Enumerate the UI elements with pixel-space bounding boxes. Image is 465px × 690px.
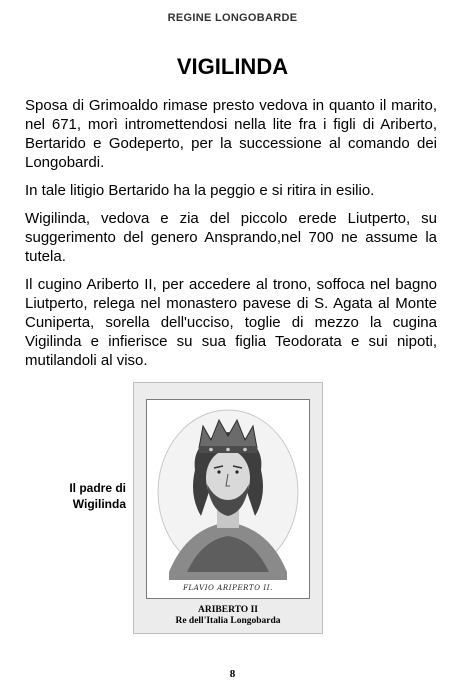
figure-side-caption: [30, 480, 126, 512]
portrait-figure: [133, 382, 323, 634]
running-header: REGINE LONGOBARDE: [167, 12, 298, 24]
page-title: VIGILINDA: [176, 54, 289, 79]
side-caption-line-1: Il padre di: [69, 481, 126, 495]
paragraph-1: Sposa di Grimoaldo rimase presto vedova in quanto il marito, nel 671, morì intromettendosi nella lite fra i figli di Ariberto, Bertarido e Godeperto, per la successione al comando dei Longobardi.: [25, 97, 437, 171]
plate-caption: [134, 605, 322, 627]
side-caption-line-2: Wigilinda: [72, 497, 126, 511]
engraved-inscription: FLAVIO ARIPERTO II.: [183, 584, 273, 592]
plate-caption-line-1: ARIBERTO II: [198, 605, 258, 615]
page-number: 8: [229, 668, 236, 680]
paragraph-4: Il cugino Ariberto II, per accedere al trono, soffoca nel bagno Liutperto, relega nel monastero pavese di S. Agata al Monte Cuniperta, sorella dell'ucciso, toglie di mezzo la cugina Vigilinda e infierisce su sua figlia Teodorata e sui nipoti, mutilandoli al viso.: [25, 276, 437, 369]
paragraph-3: Wigilinda, vedova e zia del piccolo erede Liutperto, su suggerimento del genero Ansprando,nel 700 ne assume la tutela.: [25, 210, 437, 265]
portrait-illustration: [147, 400, 309, 598]
portrait-engraving: [146, 399, 310, 599]
paragraph-2: In tale litigio Bertarido ha la peggio e si ritira in esilio.: [25, 182, 375, 199]
plate-caption-line-2: Re dell'Italia Longobarda: [175, 616, 281, 626]
body-text: [25, 96, 437, 379]
